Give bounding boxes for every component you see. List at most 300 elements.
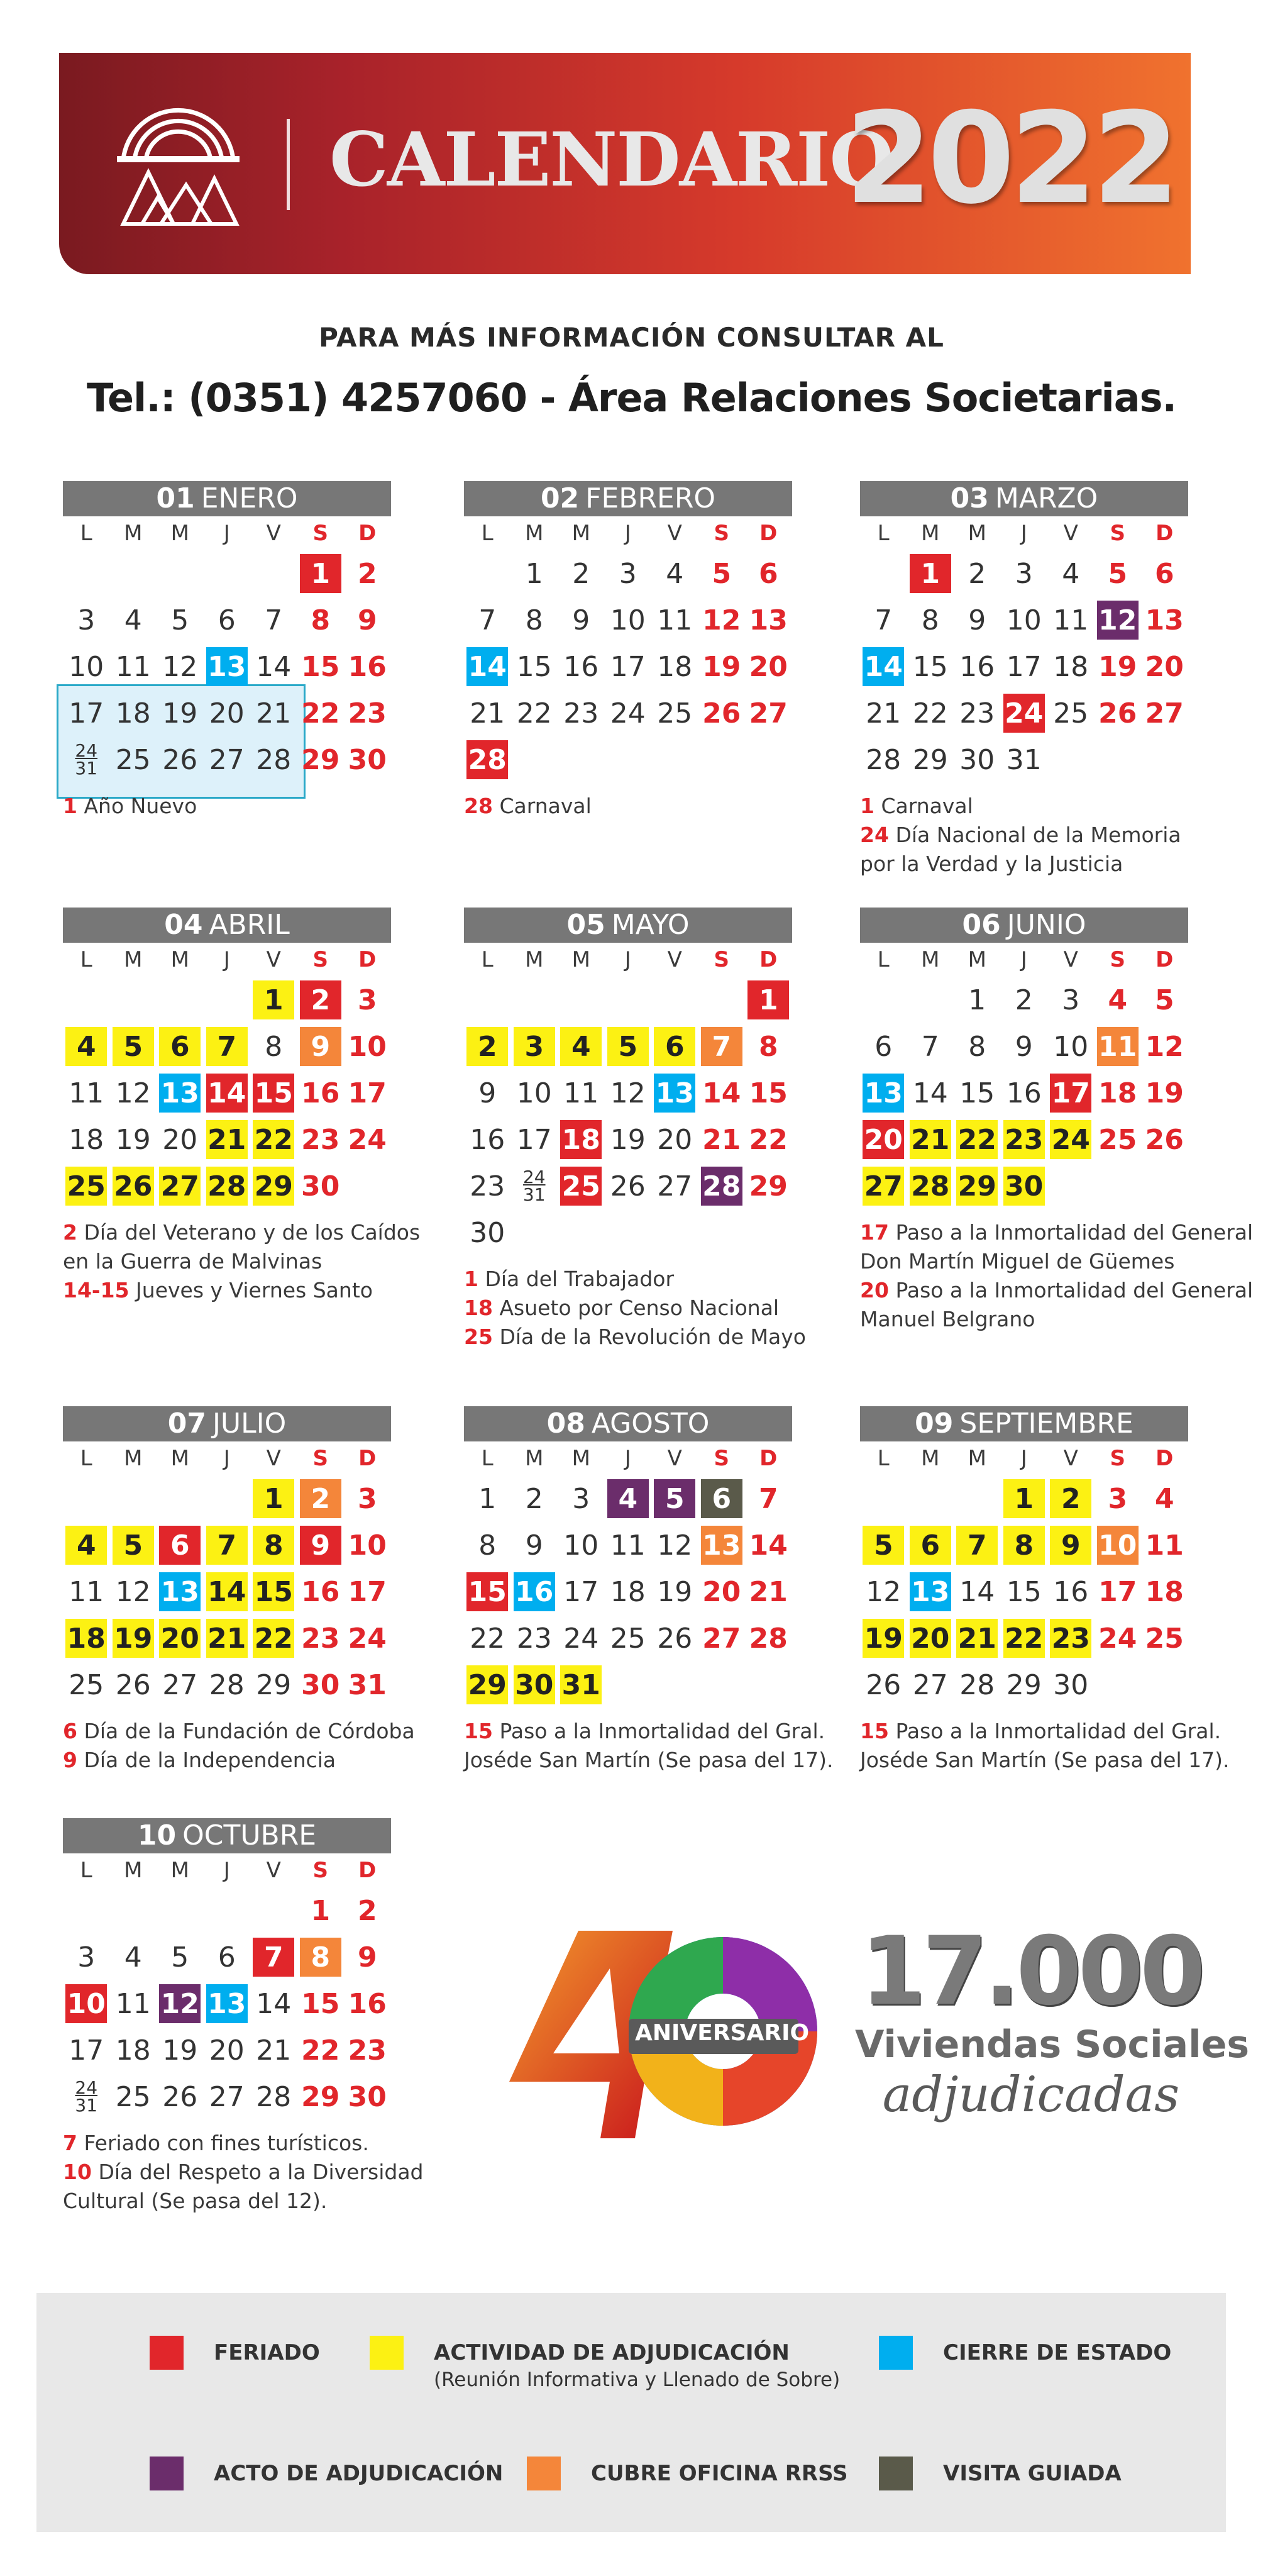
day-number: 30	[301, 1668, 340, 1701]
legend-label-feriado: FERIADO	[214, 2340, 320, 2365]
day-cell	[157, 1023, 204, 1070]
weekday-header: D	[759, 947, 778, 972]
weekday-header: M	[525, 947, 544, 972]
empty-cell	[63, 977, 110, 1023]
day-grid	[860, 943, 1188, 1209]
day-cell	[1001, 1475, 1048, 1522]
day-number: 23	[1050, 1619, 1091, 1658]
day-cell	[204, 1662, 251, 1708]
day-cell	[250, 1475, 297, 1522]
day-cell	[157, 1522, 204, 1568]
day-number: 21	[256, 2034, 292, 2067]
day-number: 20	[910, 1619, 951, 1658]
day-number: 18	[65, 1619, 107, 1658]
day-cell	[605, 1568, 652, 1615]
day-cell	[1141, 690, 1188, 736]
day-cell	[1047, 1116, 1095, 1163]
note-line	[63, 1276, 391, 1305]
day-cell	[250, 1662, 297, 1708]
day-cell	[605, 550, 652, 597]
day-number: 17	[69, 2034, 104, 2067]
note-date: 20	[860, 1278, 889, 1302]
day-cell	[698, 1615, 746, 1662]
day-cell	[344, 2074, 391, 2120]
day-number: 22	[516, 697, 552, 730]
note-text: Asueto por Censo Nacional	[499, 1296, 780, 1320]
weekday-header: J	[223, 947, 230, 972]
note-line	[464, 1294, 792, 1323]
day-number: 30	[470, 1216, 505, 1249]
day-number: 23	[959, 697, 995, 730]
weekday-header: M	[571, 521, 590, 546]
day-number: 5	[1154, 984, 1174, 1016]
legend-label-actividad	[434, 2336, 840, 2392]
empty-cell	[907, 977, 954, 1023]
legend-label-cubre: CUBRE OFICINA RRSS	[591, 2461, 848, 2486]
weekday-header: S	[714, 947, 729, 972]
weekday-header: V	[667, 1446, 682, 1471]
day-cell	[344, 1070, 391, 1116]
day-cell	[558, 690, 605, 736]
day-number: 8	[300, 1938, 341, 1977]
empty-cell	[110, 977, 157, 1023]
note-text: Día del Veterano y de los Caídos	[84, 1220, 421, 1245]
day-cell	[1141, 1070, 1188, 1116]
day-number: 6	[1154, 557, 1174, 590]
month-number: 07	[167, 1407, 206, 1440]
day-number: 1	[1003, 1479, 1045, 1518]
legend-swatch-acto	[150, 2457, 184, 2490]
day-number: 25	[657, 697, 693, 730]
weekday-header: D	[358, 1446, 377, 1471]
day-number: 16	[348, 1987, 387, 2020]
day-cell	[344, 1116, 391, 1163]
day-number: 30	[1003, 1167, 1045, 1206]
day-cell	[860, 1522, 907, 1568]
day-cell	[907, 1116, 954, 1163]
day-number: 27	[162, 1668, 198, 1701]
day-cell	[63, 2074, 110, 2120]
weekday-header: V	[1063, 521, 1078, 546]
weekday-header: L	[80, 947, 92, 972]
day-number: 2	[300, 1479, 341, 1518]
day-number: 12	[159, 1984, 201, 2023]
day-number: 26	[162, 743, 198, 776]
day-number: 6	[874, 1030, 893, 1063]
note-line	[860, 1746, 1230, 1775]
day-number: 6	[218, 604, 236, 636]
day-cell	[954, 690, 1001, 736]
empty-cell	[860, 977, 907, 1023]
day-cell	[651, 1475, 698, 1522]
weekday-header: D	[759, 521, 778, 546]
day-cell	[1141, 977, 1188, 1023]
day-cell	[1047, 1475, 1095, 1522]
weekday-header: S	[1110, 1446, 1125, 1471]
day-number: 27	[749, 697, 788, 730]
day-number: 13	[654, 1074, 695, 1113]
day-cell	[1001, 597, 1048, 643]
day-cell	[558, 1568, 605, 1615]
day-cell	[344, 1522, 391, 1568]
day-number: 10	[1097, 1526, 1139, 1565]
empty-cell	[157, 1475, 204, 1522]
day-cell	[250, 2074, 297, 2120]
day-number: 22	[956, 1120, 998, 1159]
day-cell	[511, 1023, 558, 1070]
day-number: 9	[478, 1077, 497, 1109]
note-text: Día del Respeto a la Diversidad	[98, 2160, 424, 2184]
day-cell	[1141, 1116, 1188, 1163]
day-cell	[1047, 690, 1095, 736]
day-number: 3	[619, 557, 637, 590]
banner-divider	[287, 119, 290, 210]
day-cell	[157, 1662, 204, 1708]
note-date: 6	[63, 1719, 77, 1743]
day-cell	[464, 1475, 511, 1522]
day-number: 24	[610, 697, 646, 730]
day-number: 24	[348, 1123, 387, 1156]
day-number: 22	[1003, 1619, 1045, 1658]
day-number: 30	[1053, 1668, 1089, 1701]
day-cell	[698, 1475, 746, 1522]
month-number: 09	[915, 1407, 954, 1440]
day-number: 1	[525, 557, 543, 590]
day-cell	[558, 1023, 605, 1070]
empty-cell	[605, 977, 652, 1023]
day-number: 11	[69, 1077, 104, 1109]
day-number: 14	[912, 1077, 948, 1109]
month-name: AGOSTO	[591, 1407, 710, 1440]
note-line	[63, 1218, 421, 1247]
day-grid	[860, 516, 1188, 783]
day-cell	[250, 1116, 297, 1163]
day-number: 11	[657, 604, 693, 636]
note-line	[860, 850, 1188, 879]
day-grid	[63, 516, 391, 783]
day-cell	[297, 1522, 345, 1568]
day-number: 8	[1003, 1526, 1045, 1565]
day-cell	[558, 1475, 605, 1522]
day-cell	[907, 1070, 954, 1116]
day-number: 14	[863, 647, 904, 686]
day-number: 28	[866, 743, 902, 776]
day-cell	[63, 643, 110, 690]
day-number: 29	[301, 2080, 340, 2113]
day-number: 8	[478, 1529, 497, 1562]
day-cell	[745, 1070, 792, 1116]
weekday-header: M	[170, 947, 189, 972]
month-title	[464, 481, 792, 516]
note-date: 15	[464, 1719, 493, 1743]
day-cell	[860, 1023, 907, 1070]
day-cell	[698, 1163, 746, 1209]
note-date: 25	[464, 1324, 493, 1349]
day-cell	[745, 1615, 792, 1662]
day-cell	[297, 2027, 345, 2074]
day-cell	[745, 1023, 792, 1070]
day-number: 6	[159, 1027, 201, 1066]
day-number: 18	[610, 1575, 646, 1608]
day-number: 21	[256, 697, 292, 730]
day-number: 4	[1062, 557, 1080, 590]
day-cell	[250, 1568, 297, 1615]
day-cell	[698, 643, 746, 690]
day-number: 1	[910, 554, 951, 593]
day-cell	[344, 1662, 391, 1708]
day-number: 12	[657, 1529, 693, 1562]
day-cell	[1001, 1522, 1048, 1568]
empty-cell	[157, 1887, 204, 1934]
day-number: 7	[758, 1482, 778, 1515]
day-number: 17	[348, 1077, 387, 1109]
note-line	[63, 792, 391, 821]
day-cell	[558, 1116, 605, 1163]
day-number: 5	[712, 557, 732, 590]
weekday-header: M	[571, 1446, 590, 1471]
day-cell	[63, 1163, 110, 1209]
note-line	[860, 1276, 1254, 1305]
day-number: 17	[563, 1575, 599, 1608]
day-number: 16	[959, 650, 995, 683]
day-number: 13	[159, 1074, 201, 1113]
legend-label-cierre: CIERRE DE ESTADO	[943, 2340, 1172, 2365]
day-number: 4	[124, 604, 142, 636]
legend-cubre	[527, 2457, 848, 2490]
day-cell	[464, 1023, 511, 1070]
day-cell	[110, 1615, 157, 1662]
day-cell	[464, 736, 511, 783]
day-number: 3	[357, 1482, 377, 1515]
day-number: 30	[514, 1665, 555, 1704]
day-cell	[1047, 1615, 1095, 1662]
day-grid	[464, 943, 792, 1256]
day-number: 14	[959, 1575, 995, 1608]
day-cell	[954, 1522, 1001, 1568]
day-number: 23	[1003, 1120, 1045, 1159]
header-banner	[59, 53, 1191, 274]
weekday-header: M	[921, 947, 940, 972]
day-cell	[250, 2027, 297, 2074]
day-number: 12	[1145, 1030, 1184, 1063]
day-number: 25	[115, 2080, 151, 2113]
day-cell	[605, 1023, 652, 1070]
day-cell	[63, 690, 110, 736]
month-name: ABRIL	[209, 909, 290, 941]
day-number: 7	[956, 1526, 998, 1565]
day-cell	[1095, 643, 1142, 690]
day-cell	[954, 1070, 1001, 1116]
day-number: 25	[610, 1622, 646, 1655]
day-cell	[907, 550, 954, 597]
day-number: 3	[357, 984, 377, 1016]
empty-cell	[907, 1475, 954, 1522]
day-number: 19	[115, 1123, 151, 1156]
day-cell	[250, 1070, 297, 1116]
day-cell	[110, 1662, 157, 1708]
day-cell	[63, 597, 110, 643]
note-date: 1	[63, 794, 77, 818]
weekday-header: V	[266, 1858, 281, 1883]
weekday-header: L	[481, 1446, 494, 1471]
month-title	[860, 1406, 1188, 1441]
weekday-header: M	[124, 1446, 143, 1471]
weekday-header: M	[968, 947, 986, 972]
weekday-header: M	[170, 521, 189, 546]
day-cell	[464, 1662, 511, 1708]
day-cell	[605, 643, 652, 690]
day-number: 6	[654, 1027, 695, 1066]
day-number: 29	[1006, 1668, 1042, 1701]
day-cell	[204, 1070, 251, 1116]
day-number: 26	[702, 697, 741, 730]
legend-actividad-title: ACTIVIDAD DE ADJUDICACIÓN	[434, 2340, 790, 2365]
day-number: 2	[357, 1894, 377, 1927]
weekday-header: V	[667, 947, 682, 972]
legend-label-visita: VISITA GUIADA	[943, 2461, 1122, 2486]
empty-cell	[511, 977, 558, 1023]
day-cell	[698, 1568, 746, 1615]
day-number: 1	[253, 980, 294, 1019]
day-cell	[860, 1568, 907, 1615]
day-number: 19	[610, 1123, 646, 1156]
weekday-header: J	[1020, 1446, 1027, 1471]
note-line	[464, 1717, 825, 1746]
day-number: 18	[69, 1123, 104, 1156]
day-number: 9	[1050, 1526, 1091, 1565]
month-number: 03	[950, 482, 989, 514]
day-cell	[1095, 1568, 1142, 1615]
day-cell	[204, 1568, 251, 1615]
note-line	[464, 1265, 792, 1294]
note-text: Día de la Independencia	[84, 1748, 336, 1772]
day-cell	[907, 1662, 954, 1708]
day-number	[65, 2077, 107, 2116]
weekday-header: J	[624, 1446, 631, 1471]
day-cell	[860, 1070, 907, 1116]
day-number: 11	[115, 650, 151, 683]
day-number: 21	[470, 697, 505, 730]
day-number: 7	[265, 604, 283, 636]
day-number: 7	[253, 1938, 294, 1977]
day-number: 10	[65, 1984, 107, 2023]
day-cell	[954, 550, 1001, 597]
day-cell	[605, 1116, 652, 1163]
day-number: 2	[572, 557, 590, 590]
day-number: 8	[758, 1030, 778, 1063]
day-number: 27	[912, 1668, 948, 1701]
empty-cell	[860, 550, 907, 597]
day-number: 20	[749, 650, 788, 683]
month-notes	[860, 1717, 1230, 1775]
note-line	[63, 1717, 415, 1746]
day-cell	[1001, 1023, 1048, 1070]
day-grid	[464, 1441, 792, 1708]
day-number: 29	[253, 1167, 294, 1206]
weekday-header: S	[714, 521, 729, 546]
note-text: Paso a la Inmortalidad del General	[895, 1220, 1254, 1245]
day-number: 26	[1098, 697, 1137, 730]
month-notes	[464, 1265, 806, 1352]
day-cell	[907, 643, 954, 690]
empty-cell	[63, 1475, 110, 1522]
day-cell	[344, 643, 391, 690]
day-number: 9	[1015, 1030, 1033, 1063]
day-cell	[1047, 597, 1095, 643]
day-cell	[63, 1980, 110, 2027]
day-number: 5	[654, 1479, 695, 1518]
day-number: 19	[113, 1619, 154, 1658]
day-cell	[1095, 550, 1142, 597]
day-number: 15	[959, 1077, 995, 1109]
month-notes	[63, 792, 391, 821]
day-number: 11	[563, 1077, 599, 1109]
day-number: 23	[348, 697, 387, 730]
day-cell	[698, 1070, 746, 1116]
day-cell	[297, 643, 345, 690]
day-cell	[1001, 643, 1048, 690]
day-cell	[157, 690, 204, 736]
weekday-header: M	[525, 521, 544, 546]
weekday-header: D	[358, 521, 377, 546]
legend-visita	[879, 2457, 1122, 2490]
day-cell	[297, 1163, 345, 1209]
note-text: en la Guerra de Malvinas	[63, 1249, 323, 1274]
day-number: 27	[209, 743, 245, 776]
note-text: Jueves y Viernes Santo	[136, 1278, 373, 1302]
month-notes	[63, 2129, 424, 2216]
weekday-header: J	[223, 521, 230, 546]
day-cell	[605, 1615, 652, 1662]
day-grid	[63, 1853, 391, 2120]
day-cell	[860, 736, 907, 783]
day-number: 15	[301, 650, 340, 683]
day-cell	[157, 1163, 204, 1209]
day-cell	[745, 1522, 792, 1568]
day-number: 23	[301, 1622, 340, 1655]
month-julio	[63, 1406, 415, 1775]
month-title	[860, 908, 1188, 943]
day-number	[65, 740, 107, 779]
day-number: 11	[1053, 604, 1089, 636]
day-cell	[605, 1475, 652, 1522]
day-number: 11	[610, 1529, 646, 1562]
legend-swatch-cubre	[527, 2457, 561, 2490]
day-number: 28	[701, 1167, 742, 1206]
weekday-header: S	[1110, 521, 1125, 546]
day-cell	[954, 1163, 1001, 1209]
note-text: por la Verdad y la Justicia	[860, 852, 1123, 876]
day-number: 20	[159, 1619, 201, 1658]
note-text: Joséde San Martín (Se pasa del 17).	[464, 1748, 834, 1772]
day-number: 31	[1006, 743, 1042, 776]
empty-cell	[110, 1475, 157, 1522]
day-cell	[651, 1023, 698, 1070]
day-number: 20	[1145, 650, 1184, 683]
weekday-header: M	[124, 1858, 143, 1883]
day-cell	[558, 1163, 605, 1209]
month-name: SEPTIEMBRE	[959, 1407, 1133, 1440]
day-cell	[250, 977, 297, 1023]
day-cell	[110, 1980, 157, 2027]
day-cell	[558, 1615, 605, 1662]
day-cell	[204, 643, 251, 690]
day-cell	[954, 736, 1001, 783]
day-number: 2	[1015, 984, 1033, 1016]
day-cell	[651, 1116, 698, 1163]
day-number: 15	[253, 1572, 294, 1611]
day-cell	[907, 736, 954, 783]
